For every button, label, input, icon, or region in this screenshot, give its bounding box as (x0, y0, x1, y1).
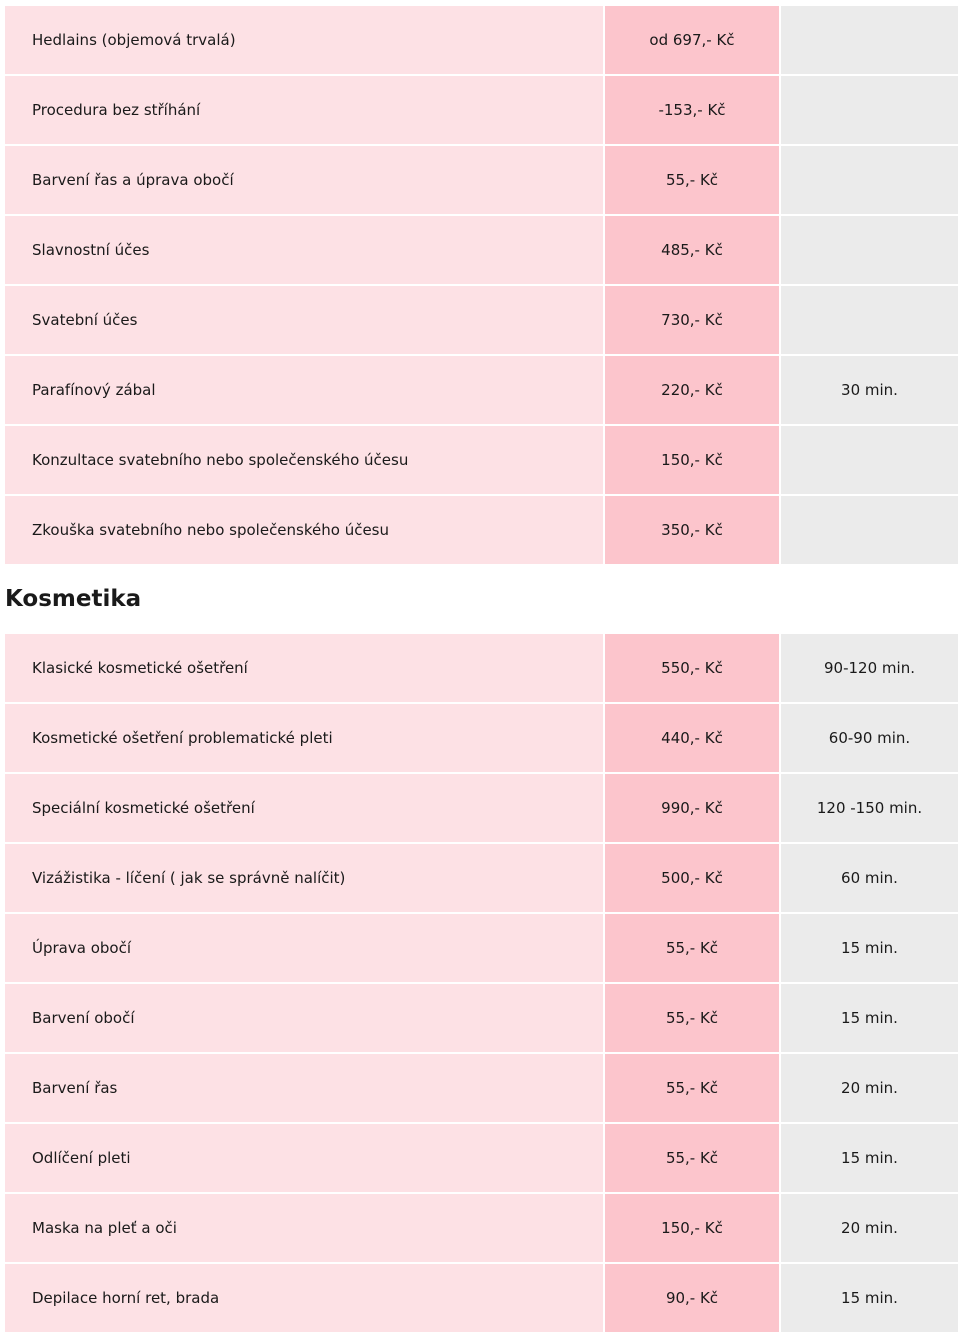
service-name: Speciální kosmetické ošetření (5, 774, 603, 842)
service-price: 550,- Kč (605, 634, 779, 702)
service-name: Barvení řas a úprava obočí (5, 146, 603, 214)
service-name: Odlíčení pleti (5, 1124, 603, 1192)
service-duration (781, 286, 958, 354)
service-price: od 697,- Kč (605, 6, 779, 74)
service-duration: 15 min. (781, 1264, 958, 1332)
table-row (5, 76, 958, 144)
table-row (5, 914, 958, 982)
service-price: 55,- Kč (605, 1054, 779, 1122)
service-duration (781, 216, 958, 284)
table-row (5, 774, 958, 842)
service-duration (781, 426, 958, 494)
service-duration: 20 min. (781, 1194, 958, 1262)
service-duration: 60-90 min. (781, 704, 958, 772)
table-row (5, 496, 958, 564)
service-price: 55,- Kč (605, 984, 779, 1052)
service-price: 55,- Kč (605, 1124, 779, 1192)
section-title-kosmetika: Kosmetika (5, 586, 142, 612)
table-row (5, 1124, 958, 1192)
service-name: Maska na pleť a oči (5, 1194, 603, 1262)
table-row (5, 146, 958, 214)
service-price: 150,- Kč (605, 1194, 779, 1262)
table-row (5, 1054, 958, 1122)
service-name: Procedura bez stříhání (5, 76, 603, 144)
service-name: Hedlains (objemová trvalá) (5, 6, 603, 74)
service-duration: 90-120 min. (781, 634, 958, 702)
service-price: 440,- Kč (605, 704, 779, 772)
service-price: 55,- Kč (605, 146, 779, 214)
service-duration (781, 496, 958, 564)
table-row (5, 634, 958, 702)
table-row (5, 984, 958, 1052)
service-duration (781, 76, 958, 144)
service-duration: 60 min. (781, 844, 958, 912)
service-name: Svatební účes (5, 286, 603, 354)
service-name: Barvení obočí (5, 984, 603, 1052)
table-row (5, 286, 958, 354)
service-price: 220,- Kč (605, 356, 779, 424)
service-name: Úprava obočí (5, 914, 603, 982)
table-row (5, 844, 958, 912)
service-name: Parafínový zábal (5, 356, 603, 424)
service-price: 350,- Kč (605, 496, 779, 564)
service-duration: 15 min. (781, 1124, 958, 1192)
service-price: 55,- Kč (605, 914, 779, 982)
table-row (5, 6, 958, 74)
table-row (5, 216, 958, 284)
service-duration: 20 min. (781, 1054, 958, 1122)
kosmetika-table (5, 634, 958, 1334)
service-price: 150,- Kč (605, 426, 779, 494)
service-price: 90,- Kč (605, 1264, 779, 1332)
service-name: Depilace horní ret, brada (5, 1264, 603, 1332)
table-row (5, 356, 958, 424)
service-name: Zkouška svatebního nebo společenského účesu (5, 496, 603, 564)
service-name: Barvení řas (5, 1054, 603, 1122)
service-name: Kosmetické ošetření problematické pleti (5, 704, 603, 772)
service-duration: 15 min. (781, 984, 958, 1052)
service-price: -153,- Kč (605, 76, 779, 144)
service-price: 485,- Kč (605, 216, 779, 284)
service-duration (781, 6, 958, 74)
service-name: Konzultace svatebního nebo společenského účesu (5, 426, 603, 494)
service-price: 990,- Kč (605, 774, 779, 842)
service-duration: 15 min. (781, 914, 958, 982)
service-name: Klasické kosmetické ošetření (5, 634, 603, 702)
service-name: Slavnostní účes (5, 216, 603, 284)
service-price: 500,- Kč (605, 844, 779, 912)
service-name: Vizážistika - líčení ( jak se správně nalíčit) (5, 844, 603, 912)
hair-services-table (5, 6, 958, 566)
service-duration: 30 min. (781, 356, 958, 424)
table-row (5, 1194, 958, 1262)
table-row (5, 426, 958, 494)
table-row (5, 704, 958, 772)
service-duration (781, 146, 958, 214)
table-row (5, 1264, 958, 1332)
service-duration: 120 -150 min. (781, 774, 958, 842)
service-price: 730,- Kč (605, 286, 779, 354)
